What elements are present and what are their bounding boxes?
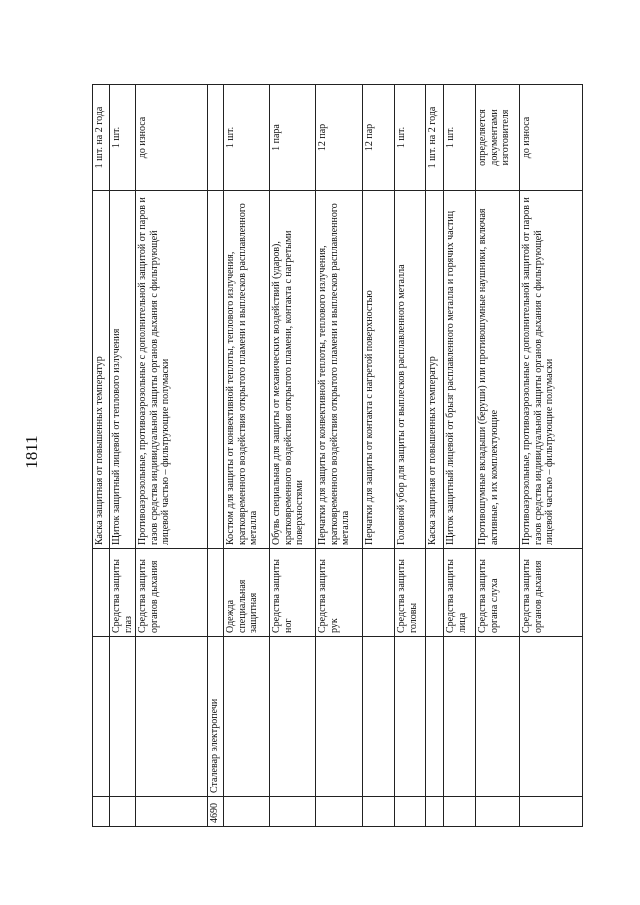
- quantity-cell: 12 пар: [316, 85, 363, 191]
- quantity-cell: 1 шт. на 2 года: [426, 85, 444, 191]
- ppe-item-cell: Перчатки для защиты от конвективной теплоты, теплового излучения, кратковременного воздействия открытого пламени и выплесков расплавленного металла: [316, 191, 363, 549]
- ppe-category-cell: Средства защиты головы: [395, 549, 426, 637]
- ppe-category-cell: [363, 549, 395, 637]
- table-row: [363, 85, 395, 827]
- row-number-cell: [444, 797, 476, 827]
- table-row: [444, 85, 476, 827]
- quantity-cell: до износа: [136, 85, 208, 191]
- table-row: [520, 85, 583, 827]
- profession-cell: [110, 637, 136, 797]
- table-row: [208, 85, 224, 827]
- row-number-cell: [476, 797, 520, 827]
- quantity-cell: до износа: [520, 85, 583, 191]
- profession-cell: [270, 637, 316, 797]
- ppe-category-cell: Средства защиты органов дыхания: [520, 549, 583, 637]
- table-row: [316, 85, 363, 827]
- ppe-item-cell: Каска защитная от повышенных температур: [93, 191, 110, 549]
- row-number-cell: [520, 797, 583, 827]
- row-number-cell: [363, 797, 395, 827]
- quantity-cell: 1 шт. на 2 года: [93, 85, 110, 191]
- profession-cell: [476, 637, 520, 797]
- ppe-category-cell: Средства защиты органов дыхания: [136, 549, 208, 637]
- row-number-cell: [270, 797, 316, 827]
- rotated-table-container: [92, 85, 555, 827]
- page-number: 1811: [22, 435, 41, 469]
- table-row: [426, 85, 444, 827]
- table-row: [110, 85, 136, 827]
- profession-cell: [426, 637, 444, 797]
- ppe-item-cell: Противоаэрозольные, противоаэрозольные с дополнительной защитой от паров и газов средства индивидуальной защиты органов дыхания с фильтрующей лицевой частью – фильтрующие полумаски: [520, 191, 583, 549]
- ppe-category-cell: Средства защиты рук: [316, 549, 363, 637]
- ppe-item-cell: Обувь специальная для защиты от механических воздействий (ударов), кратковременного воздействия открытого пламени, контакта с нагретыми поверхностями: [270, 191, 316, 549]
- quantity-cell: 1 шт.: [444, 85, 476, 191]
- profession-cell: [93, 637, 110, 797]
- row-number-cell: [136, 797, 208, 827]
- quantity-cell: 1 шт.: [110, 85, 136, 191]
- profession-cell: [395, 637, 426, 797]
- ppe-category-cell: [426, 549, 444, 637]
- quantity-cell: 1 шт.: [224, 85, 270, 191]
- row-number-cell: [316, 797, 363, 827]
- ppe-item-cell: Щиток защитный лицевой от брызг расплавленного металла и горячих частиц: [444, 191, 476, 549]
- profession-cell: [520, 637, 583, 797]
- quantity-cell: определяется документами изготовителя: [476, 85, 520, 191]
- row-number-cell: [110, 797, 136, 827]
- table-row: [136, 85, 208, 827]
- ppe-category-cell: Средства защиты глаз: [110, 549, 136, 637]
- ppe-category-cell: Одежда специальная защитная: [224, 549, 270, 637]
- profession-cell: [136, 637, 208, 797]
- row-number-cell: [395, 797, 426, 827]
- table-row: [476, 85, 520, 827]
- ppe-norms-table: [92, 84, 583, 827]
- ppe-item-cell: Перчатки для защиты от контакта с нагретой поверхностью: [363, 191, 395, 549]
- profession-cell: [224, 637, 270, 797]
- profession-cell: [363, 637, 395, 797]
- table-row: [270, 85, 316, 827]
- row-number-cell: 4690: [208, 797, 224, 827]
- ppe-item-cell: Противошумные вкладыши (беруши) или противошумные наушники, включая активные, и их комплектующие: [476, 191, 520, 549]
- ppe-category-cell: [93, 549, 110, 637]
- quantity-cell: [208, 85, 224, 191]
- ppe-item-cell: Головной убор для защиты от выплесков расплавленного металла: [395, 191, 426, 549]
- table-row: [93, 85, 110, 827]
- ppe-item-cell: [208, 191, 224, 549]
- table-row: [224, 85, 270, 827]
- ppe-item-cell: Щиток защитный лицевой от теплового излучения: [110, 191, 136, 549]
- quantity-cell: 1 пара: [270, 85, 316, 191]
- ppe-category-cell: Средства защиты лица: [444, 549, 476, 637]
- quantity-cell: 1 шт.: [395, 85, 426, 191]
- ppe-item-cell: Каска защитная от повышенных температур: [426, 191, 444, 549]
- row-number-cell: [426, 797, 444, 827]
- ppe-item-cell: Костюм для защиты от конвективной теплоты, теплового излучения, кратковременного воздействия открытого пламени и выплесков расплавленного металла: [224, 191, 270, 549]
- profession-cell: Сталевар электропечи: [208, 637, 224, 797]
- ppe-category-cell: [208, 549, 224, 637]
- profession-cell: [444, 637, 476, 797]
- ppe-item-cell: Противоаэрозольные, противоаэрозольные с дополнительной защитой от паров и газов средства индивидуальной защиты органов дыхания с фильтрующей лицевой частью – фильтрующие полумаски: [136, 191, 208, 549]
- ppe-category-cell: Средства защиты органа слуха: [476, 549, 520, 637]
- ppe-category-cell: Средства защиты ног: [270, 549, 316, 637]
- row-number-cell: [224, 797, 270, 827]
- profession-cell: [316, 637, 363, 797]
- quantity-cell: 12 пар: [363, 85, 395, 191]
- row-number-cell: [93, 797, 110, 827]
- table-row: [395, 85, 426, 827]
